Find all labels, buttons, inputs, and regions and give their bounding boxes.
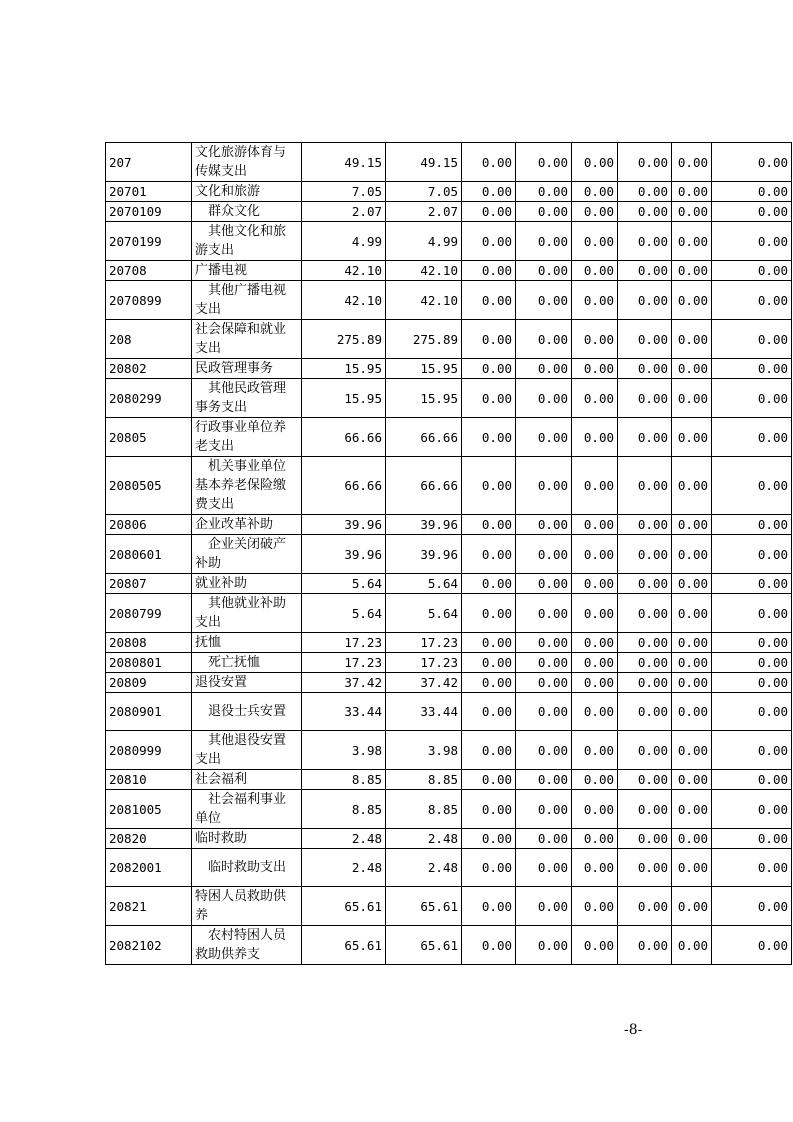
amount-cell: 42.10 [302, 261, 386, 281]
amount-cell: 3.98 [386, 731, 462, 770]
amount-cell: 0.00 [462, 926, 516, 965]
table-row [106, 222, 792, 261]
amount-cell: 0.00 [572, 693, 618, 731]
subject-name-cell: 其他文化和旅游支出 [192, 222, 302, 261]
table-row [106, 535, 792, 574]
amount-cell: 0.00 [516, 693, 572, 731]
table-row [106, 829, 792, 849]
subject-code-cell: 20802 [106, 359, 192, 379]
amount-cell: 0.00 [618, 849, 672, 887]
amount-cell: 0.00 [712, 535, 792, 574]
amount-cell: 0.00 [618, 418, 672, 457]
subject-code-cell: 2080801 [106, 653, 192, 673]
amount-cell: 0.00 [618, 143, 672, 182]
amount-cell: 0.00 [462, 182, 516, 202]
amount-cell: 66.66 [302, 418, 386, 457]
subject-name-cell: 文化旅游体育与传媒支出 [192, 143, 302, 182]
amount-cell: 17.23 [386, 653, 462, 673]
amount-cell: 65.61 [386, 887, 462, 926]
amount-cell: 0.00 [672, 143, 712, 182]
amount-cell: 0.00 [572, 457, 618, 515]
amount-cell: 65.61 [302, 926, 386, 965]
amount-cell: 8.85 [386, 790, 462, 829]
amount-cell: 0.00 [462, 594, 516, 633]
amount-cell: 0.00 [672, 281, 712, 320]
amount-cell: 0.00 [516, 574, 572, 594]
amount-cell: 0.00 [572, 829, 618, 849]
subject-name-cell: 社会福利事业单位 [192, 790, 302, 829]
amount-cell: 0.00 [516, 261, 572, 281]
amount-cell: 8.85 [302, 770, 386, 790]
table-row [106, 379, 792, 418]
amount-cell: 5.64 [302, 574, 386, 594]
amount-cell: 0.00 [672, 379, 712, 418]
subject-name-cell: 社会保障和就业支出 [192, 320, 302, 359]
table-row [106, 418, 792, 457]
amount-cell: 37.42 [302, 673, 386, 693]
amount-cell: 8.85 [302, 790, 386, 829]
table-row [106, 770, 792, 790]
subject-code-cell: 20806 [106, 515, 192, 535]
amount-cell: 0.00 [618, 261, 672, 281]
table-row [106, 182, 792, 202]
amount-cell: 0.00 [618, 281, 672, 320]
subject-name-cell: 其他退役安置支出 [192, 731, 302, 770]
amount-cell: 0.00 [572, 574, 618, 594]
amount-cell: 0.00 [572, 731, 618, 770]
amount-cell: 0.00 [462, 673, 516, 693]
amount-cell: 0.00 [516, 281, 572, 320]
amount-cell: 0.00 [618, 693, 672, 731]
amount-cell: 0.00 [572, 673, 618, 693]
amount-cell: 0.00 [618, 731, 672, 770]
amount-cell: 0.00 [462, 535, 516, 574]
amount-cell: 0.00 [618, 202, 672, 222]
amount-cell: 66.66 [302, 457, 386, 515]
amount-cell: 0.00 [712, 693, 792, 731]
subject-name-cell: 农村特困人员救助供养支 [192, 926, 302, 965]
amount-cell: 37.42 [386, 673, 462, 693]
amount-cell: 0.00 [618, 673, 672, 693]
amount-cell: 0.00 [712, 926, 792, 965]
subject-code-cell: 2080799 [106, 594, 192, 633]
amount-cell: 0.00 [516, 457, 572, 515]
page-number: -8- [624, 1022, 643, 1038]
amount-cell: 0.00 [672, 673, 712, 693]
amount-cell: 0.00 [672, 515, 712, 535]
table-row [106, 320, 792, 359]
amount-cell: 0.00 [516, 359, 572, 379]
amount-cell: 0.00 [618, 515, 672, 535]
amount-cell: 0.00 [672, 849, 712, 887]
amount-cell: 0.00 [712, 143, 792, 182]
amount-cell: 0.00 [618, 379, 672, 418]
amount-cell: 39.96 [302, 535, 386, 574]
subject-name-cell: 就业补助 [192, 574, 302, 594]
amount-cell: 0.00 [516, 222, 572, 261]
table-row [106, 887, 792, 926]
amount-cell: 0.00 [712, 829, 792, 849]
amount-cell: 0.00 [572, 770, 618, 790]
amount-cell: 0.00 [462, 887, 516, 926]
amount-cell: 0.00 [516, 731, 572, 770]
amount-cell: 4.99 [386, 222, 462, 261]
table-body [106, 143, 792, 965]
amount-cell: 275.89 [302, 320, 386, 359]
amount-cell: 0.00 [672, 594, 712, 633]
amount-cell: 0.00 [516, 887, 572, 926]
amount-cell: 0.00 [462, 574, 516, 594]
subject-code-cell: 2080999 [106, 731, 192, 770]
amount-cell: 0.00 [618, 574, 672, 594]
amount-cell: 0.00 [572, 320, 618, 359]
amount-cell: 0.00 [618, 926, 672, 965]
amount-cell: 5.64 [386, 574, 462, 594]
subject-name-cell: 文化和旅游 [192, 182, 302, 202]
amount-cell: 0.00 [618, 770, 672, 790]
amount-cell: 65.61 [386, 926, 462, 965]
amount-cell: 49.15 [302, 143, 386, 182]
amount-cell: 0.00 [712, 653, 792, 673]
subject-name-cell: 退役士兵安置 [192, 693, 302, 731]
amount-cell: 0.00 [672, 222, 712, 261]
subject-name-cell: 群众文化 [192, 202, 302, 222]
amount-cell: 65.61 [302, 887, 386, 926]
amount-cell: 0.00 [516, 182, 572, 202]
subject-name-cell: 临时救助支出 [192, 849, 302, 887]
amount-cell: 49.15 [386, 143, 462, 182]
amount-cell: 0.00 [672, 887, 712, 926]
amount-cell: 5.64 [386, 594, 462, 633]
amount-cell: 66.66 [386, 418, 462, 457]
amount-cell: 0.00 [572, 926, 618, 965]
table-row [106, 633, 792, 653]
amount-cell: 0.00 [712, 261, 792, 281]
amount-cell: 0.00 [572, 515, 618, 535]
amount-cell: 2.48 [302, 849, 386, 887]
subject-code-cell: 2082001 [106, 849, 192, 887]
subject-code-cell: 20701 [106, 182, 192, 202]
amount-cell: 0.00 [672, 535, 712, 574]
amount-cell: 0.00 [572, 790, 618, 829]
amount-cell: 17.23 [302, 633, 386, 653]
amount-cell: 0.00 [462, 770, 516, 790]
amount-cell: 0.00 [516, 379, 572, 418]
amount-cell: 17.23 [302, 653, 386, 673]
amount-cell: 2.48 [386, 829, 462, 849]
amount-cell: 0.00 [712, 887, 792, 926]
amount-cell: 0.00 [712, 849, 792, 887]
table-row [106, 673, 792, 693]
amount-cell: 3.98 [302, 731, 386, 770]
amount-cell: 0.00 [572, 261, 618, 281]
amount-cell: 0.00 [712, 574, 792, 594]
amount-cell: 0.00 [516, 770, 572, 790]
subject-name-cell: 广播电视 [192, 261, 302, 281]
amount-cell: 0.00 [516, 926, 572, 965]
table-row [106, 359, 792, 379]
amount-cell: 15.95 [386, 359, 462, 379]
amount-cell: 0.00 [462, 359, 516, 379]
amount-cell: 39.96 [386, 515, 462, 535]
subject-name-cell: 临时救助 [192, 829, 302, 849]
amount-cell: 0.00 [618, 829, 672, 849]
amount-cell: 0.00 [516, 418, 572, 457]
amount-cell: 0.00 [462, 379, 516, 418]
table-row [106, 594, 792, 633]
amount-cell: 0.00 [672, 693, 712, 731]
budget-expenditure-table [105, 142, 792, 965]
amount-cell: 0.00 [672, 829, 712, 849]
amount-cell: 0.00 [672, 457, 712, 515]
amount-cell: 2.07 [386, 202, 462, 222]
subject-name-cell: 其他民政管理事务支出 [192, 379, 302, 418]
subject-name-cell: 社会福利 [192, 770, 302, 790]
amount-cell: 0.00 [516, 849, 572, 887]
budget-table-container [105, 142, 791, 965]
amount-cell: 0.00 [672, 653, 712, 673]
amount-cell: 0.00 [462, 202, 516, 222]
subject-name-cell: 其他广播电视支出 [192, 281, 302, 320]
amount-cell: 0.00 [712, 359, 792, 379]
amount-cell: 0.00 [462, 457, 516, 515]
amount-cell: 0.00 [618, 633, 672, 653]
amount-cell: 0.00 [516, 320, 572, 359]
amount-cell: 0.00 [462, 281, 516, 320]
subject-code-cell: 20805 [106, 418, 192, 457]
amount-cell: 42.10 [302, 281, 386, 320]
amount-cell: 39.96 [386, 535, 462, 574]
amount-cell: 2.48 [302, 829, 386, 849]
amount-cell: 0.00 [618, 790, 672, 829]
amount-cell: 0.00 [572, 594, 618, 633]
amount-cell: 0.00 [572, 359, 618, 379]
amount-cell: 0.00 [572, 849, 618, 887]
amount-cell: 0.00 [712, 515, 792, 535]
amount-cell: 0.00 [672, 770, 712, 790]
amount-cell: 0.00 [516, 653, 572, 673]
table-row [106, 731, 792, 770]
amount-cell: 39.96 [302, 515, 386, 535]
table-row [106, 515, 792, 535]
amount-cell: 0.00 [712, 790, 792, 829]
subject-code-cell: 20708 [106, 261, 192, 281]
amount-cell: 0.00 [462, 418, 516, 457]
subject-code-cell: 20810 [106, 770, 192, 790]
table-row [106, 261, 792, 281]
amount-cell: 33.44 [302, 693, 386, 731]
subject-name-cell: 行政事业单位养老支出 [192, 418, 302, 457]
table-row [106, 849, 792, 887]
amount-cell: 0.00 [572, 535, 618, 574]
amount-cell: 0.00 [462, 261, 516, 281]
amount-cell: 0.00 [712, 418, 792, 457]
amount-cell: 0.00 [516, 535, 572, 574]
amount-cell: 0.00 [462, 633, 516, 653]
amount-cell: 0.00 [672, 261, 712, 281]
amount-cell: 0.00 [712, 202, 792, 222]
subject-name-cell: 企业改革补助 [192, 515, 302, 535]
subject-code-cell: 2070199 [106, 222, 192, 261]
amount-cell: 15.95 [386, 379, 462, 418]
table-row [106, 574, 792, 594]
subject-code-cell: 20809 [106, 673, 192, 693]
amount-cell: 0.00 [712, 673, 792, 693]
subject-code-cell: 2080299 [106, 379, 192, 418]
amount-cell: 275.89 [386, 320, 462, 359]
amount-cell: 0.00 [712, 633, 792, 653]
amount-cell: 0.00 [572, 182, 618, 202]
amount-cell: 0.00 [672, 359, 712, 379]
table-row [106, 281, 792, 320]
amount-cell: 0.00 [572, 887, 618, 926]
amount-cell: 2.07 [302, 202, 386, 222]
amount-cell: 0.00 [516, 673, 572, 693]
amount-cell: 0.00 [712, 379, 792, 418]
amount-cell: 0.00 [516, 515, 572, 535]
amount-cell: 0.00 [516, 829, 572, 849]
amount-cell: 4.99 [302, 222, 386, 261]
amount-cell: 0.00 [572, 653, 618, 673]
subject-code-cell: 2082102 [106, 926, 192, 965]
amount-cell: 0.00 [618, 222, 672, 261]
amount-cell: 0.00 [462, 790, 516, 829]
subject-code-cell: 2080601 [106, 535, 192, 574]
amount-cell: 8.85 [386, 770, 462, 790]
amount-cell: 0.00 [618, 320, 672, 359]
amount-cell: 0.00 [618, 594, 672, 633]
subject-name-cell: 死亡抚恤 [192, 653, 302, 673]
amount-cell: 15.95 [302, 359, 386, 379]
amount-cell: 0.00 [516, 594, 572, 633]
amount-cell: 0.00 [672, 731, 712, 770]
amount-cell: 0.00 [672, 790, 712, 829]
subject-code-cell: 20821 [106, 887, 192, 926]
amount-cell: 42.10 [386, 261, 462, 281]
amount-cell: 0.00 [618, 887, 672, 926]
subject-name-cell: 特困人员救助供养 [192, 887, 302, 926]
table-row [106, 653, 792, 673]
amount-cell: 42.10 [386, 281, 462, 320]
amount-cell: 0.00 [672, 926, 712, 965]
subject-name-cell: 抚恤 [192, 633, 302, 653]
subject-code-cell: 207 [106, 143, 192, 182]
amount-cell: 0.00 [712, 320, 792, 359]
amount-cell: 2.48 [386, 849, 462, 887]
subject-code-cell: 20808 [106, 633, 192, 653]
subject-code-cell: 20807 [106, 574, 192, 594]
subject-name-cell: 民政管理事务 [192, 359, 302, 379]
amount-cell: 0.00 [462, 849, 516, 887]
amount-cell: 0.00 [672, 202, 712, 222]
amount-cell: 0.00 [462, 515, 516, 535]
subject-code-cell: 2070109 [106, 202, 192, 222]
table-row [106, 457, 792, 515]
amount-cell: 0.00 [572, 633, 618, 653]
amount-cell: 0.00 [618, 359, 672, 379]
amount-cell: 0.00 [572, 202, 618, 222]
amount-cell: 0.00 [462, 143, 516, 182]
table-row [106, 202, 792, 222]
amount-cell: 0.00 [572, 143, 618, 182]
amount-cell: 0.00 [462, 653, 516, 673]
amount-cell: 0.00 [712, 182, 792, 202]
amount-cell: 0.00 [572, 379, 618, 418]
amount-cell: 7.05 [302, 182, 386, 202]
amount-cell: 0.00 [712, 222, 792, 261]
amount-cell: 0.00 [618, 457, 672, 515]
subject-code-cell: 2080505 [106, 457, 192, 515]
amount-cell: 33.44 [386, 693, 462, 731]
amount-cell: 0.00 [672, 574, 712, 594]
amount-cell: 7.05 [386, 182, 462, 202]
amount-cell: 0.00 [618, 535, 672, 574]
amount-cell: 5.64 [302, 594, 386, 633]
amount-cell: 0.00 [516, 143, 572, 182]
subject-name-cell: 退役安置 [192, 673, 302, 693]
subject-name-cell: 机关事业单位基本养老保险缴费支出 [192, 457, 302, 515]
amount-cell: 0.00 [462, 829, 516, 849]
amount-cell: 0.00 [572, 418, 618, 457]
subject-code-cell: 2070899 [106, 281, 192, 320]
subject-code-cell: 208 [106, 320, 192, 359]
table-row [106, 693, 792, 731]
subject-name-cell: 其他就业补助支出 [192, 594, 302, 633]
amount-cell: 0.00 [712, 731, 792, 770]
amount-cell: 66.66 [386, 457, 462, 515]
table-row [106, 143, 792, 182]
amount-cell: 0.00 [572, 281, 618, 320]
subject-code-cell: 20820 [106, 829, 192, 849]
amount-cell: 0.00 [516, 633, 572, 653]
amount-cell: 0.00 [712, 457, 792, 515]
amount-cell: 0.00 [462, 320, 516, 359]
subject-code-cell: 2080901 [106, 693, 192, 731]
amount-cell: 17.23 [386, 633, 462, 653]
amount-cell: 0.00 [516, 202, 572, 222]
table-row [106, 926, 792, 965]
amount-cell: 0.00 [462, 731, 516, 770]
subject-code-cell: 2081005 [106, 790, 192, 829]
amount-cell: 0.00 [712, 594, 792, 633]
amount-cell: 0.00 [712, 281, 792, 320]
table-row [106, 790, 792, 829]
amount-cell: 0.00 [672, 182, 712, 202]
amount-cell: 0.00 [618, 653, 672, 673]
amount-cell: 0.00 [712, 770, 792, 790]
amount-cell: 0.00 [672, 633, 712, 653]
amount-cell: 0.00 [672, 418, 712, 457]
amount-cell: 0.00 [572, 222, 618, 261]
amount-cell: 0.00 [516, 790, 572, 829]
amount-cell: 0.00 [462, 693, 516, 731]
amount-cell: 0.00 [672, 320, 712, 359]
amount-cell: 15.95 [302, 379, 386, 418]
amount-cell: 0.00 [618, 182, 672, 202]
amount-cell: 0.00 [462, 222, 516, 261]
subject-name-cell: 企业关闭破产补助 [192, 535, 302, 574]
